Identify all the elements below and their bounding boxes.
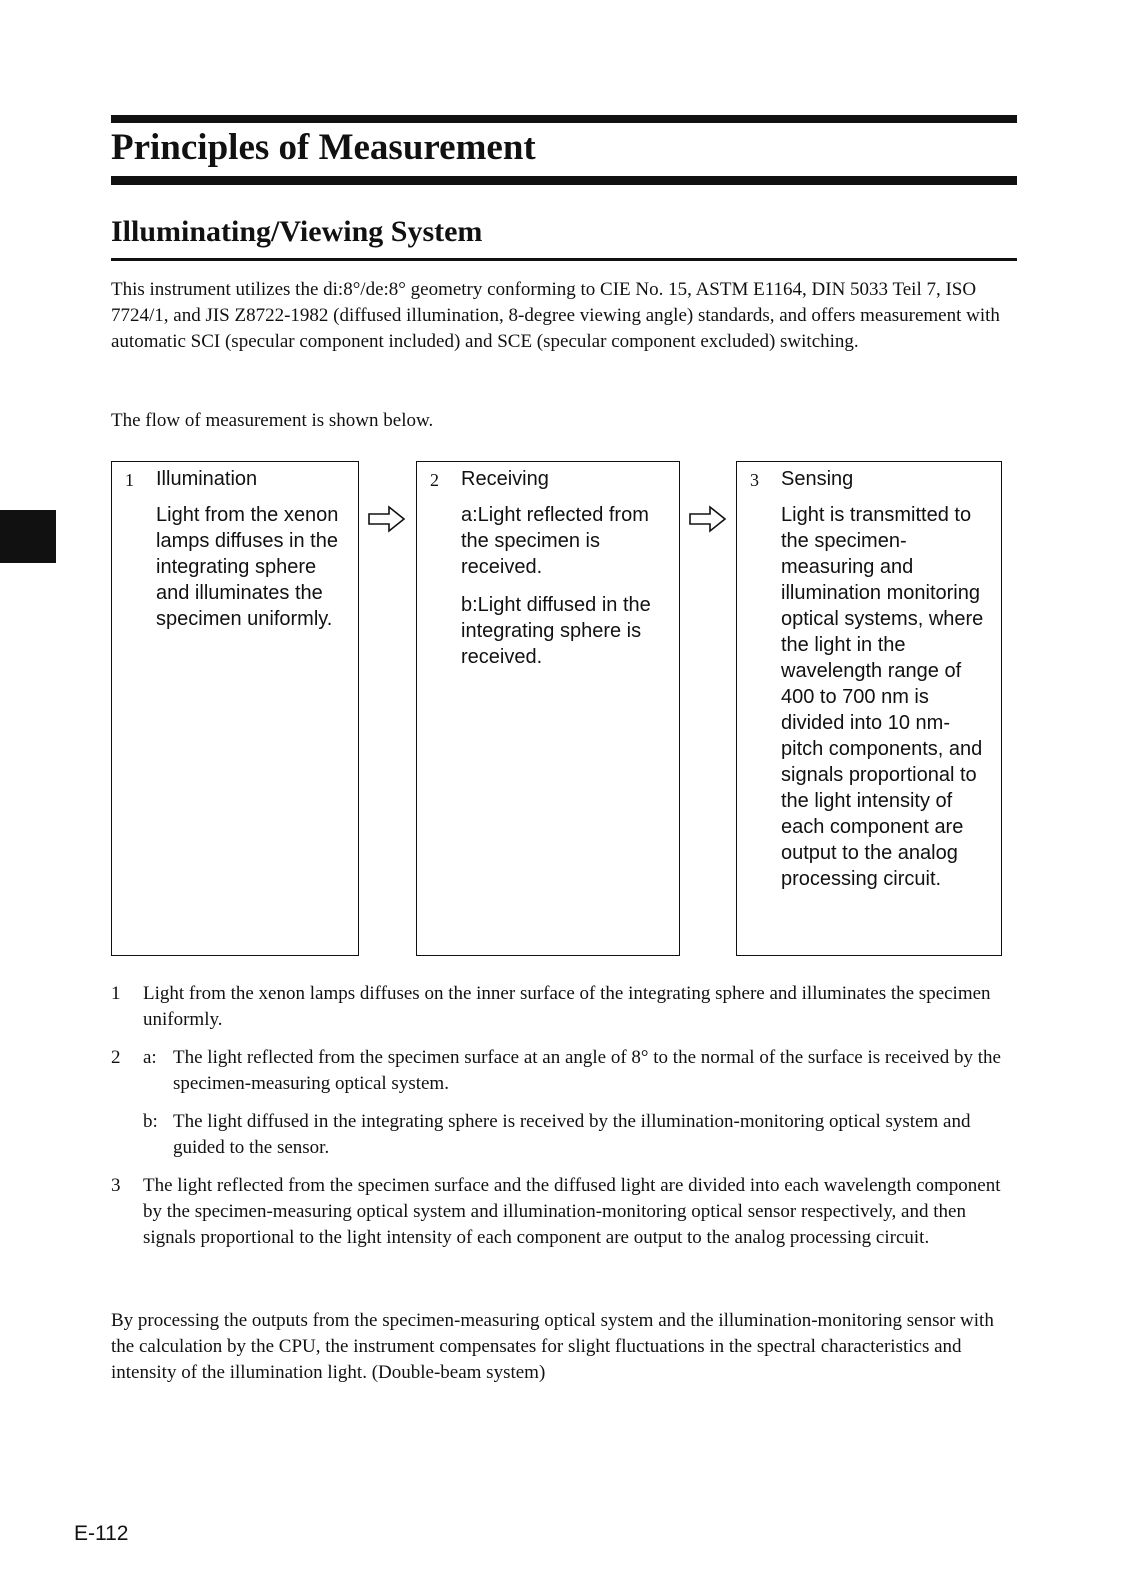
flow-step-body bbox=[461, 502, 669, 682]
flow-step-body bbox=[781, 502, 991, 904]
page-number: E-112 bbox=[74, 1522, 129, 1545]
flow-step-text: Light from the xenon lamps diffuses in the integrating sphere and illuminates the specimen uniformly. bbox=[156, 504, 339, 630]
note-text: Light from the xenon lamps diffuses on the inner surface of the integrating sphere and illuminates the specimen uniformly. bbox=[143, 983, 991, 1030]
flow-box-receiving bbox=[416, 461, 680, 956]
flow-intro: The flow of measurement is shown below. bbox=[111, 410, 434, 431]
chapter-tab-marker bbox=[0, 510, 56, 563]
flow-step-title: Illumination bbox=[156, 468, 258, 490]
note-1 bbox=[111, 981, 1017, 1033]
right-arrow-icon bbox=[367, 504, 407, 534]
flow-step-title: Sensing bbox=[781, 468, 854, 490]
section-title-rule bbox=[111, 258, 1017, 261]
flow-step-title: Receiving bbox=[461, 468, 549, 490]
section-title: Illuminating/Viewing System bbox=[111, 215, 483, 248]
flow-step-number: 1 bbox=[125, 470, 134, 490]
subnote-label: a: bbox=[143, 1047, 157, 1068]
flow-step-number: 3 bbox=[750, 470, 759, 490]
chapter-title: Principles of Measurement bbox=[111, 127, 536, 168]
flow-box-illumination bbox=[111, 461, 359, 956]
flow-box-sensing bbox=[736, 461, 1002, 956]
flow-step-text-a: a:Light reflected from the specimen is received. bbox=[461, 504, 649, 578]
flow-step-text: Light is transmitted to the specimen-measuring and illumination monitoring optical systems, where the light in the wavelength range of 400 to 700 nm is divided into 10 nm-pitch components, and signals proportional to the light intensity of each component are output to the analog processing circuit. bbox=[781, 504, 984, 890]
chapter-title-top-rule bbox=[111, 115, 1017, 123]
note-3 bbox=[111, 1173, 1017, 1251]
note-number: 2 bbox=[111, 1047, 121, 1068]
note-text: The light reflected from the specimen surface and the diffused light are divided into each wavelength component by the specimen-measuring optical system and illumination-monitoring optical sensor respectively, and then signals proportional to the light intensity of each component are output to the analog processing circuit. bbox=[143, 1175, 1001, 1248]
note-2a bbox=[143, 1045, 1017, 1097]
note-2b bbox=[143, 1109, 1017, 1161]
flow-notes bbox=[111, 981, 1017, 1263]
flow-step-body bbox=[156, 502, 348, 644]
right-arrow-icon bbox=[688, 504, 728, 534]
subnote-label: b: bbox=[143, 1111, 158, 1132]
note-number: 3 bbox=[111, 1175, 121, 1196]
chapter-title-bottom-rule bbox=[111, 176, 1017, 185]
note-number: 1 bbox=[111, 983, 121, 1004]
note-2 bbox=[111, 1045, 1017, 1161]
closing-paragraph: By processing the outputs from the specimen-measuring optical system and the illumination-monitoring sensor with the calculation by the CPU, the instrument compensates for slight fluctuations in the spectral characteristics and intensity of the illumination light. (Double-beam system) bbox=[111, 1310, 994, 1383]
subnote-text: The light diffused in the integrating sphere is received by the illumination-monitoring optical system and guided to the sensor. bbox=[173, 1111, 971, 1158]
flow-step-number: 2 bbox=[430, 470, 439, 490]
subnote-text: The light reflected from the specimen surface at an angle of 8° to the normal of the surface is received by the specimen-measuring optical system. bbox=[173, 1047, 1001, 1094]
flow-step-text-b: b:Light diffused in the integrating sphere is received. bbox=[461, 594, 651, 668]
intro-paragraph: This instrument utilizes the di:8°/de:8° geometry conforming to CIE No. 15, ASTM E1164, DIN 5033 Teil 7, ISO 7724/1, and JIS Z8722-1982 (diffused illumination, 8-degree viewing angle) standards, and offers measurement with automatic SCI (specular component included) and SCE (specular component excluded) switching. bbox=[111, 279, 1000, 352]
